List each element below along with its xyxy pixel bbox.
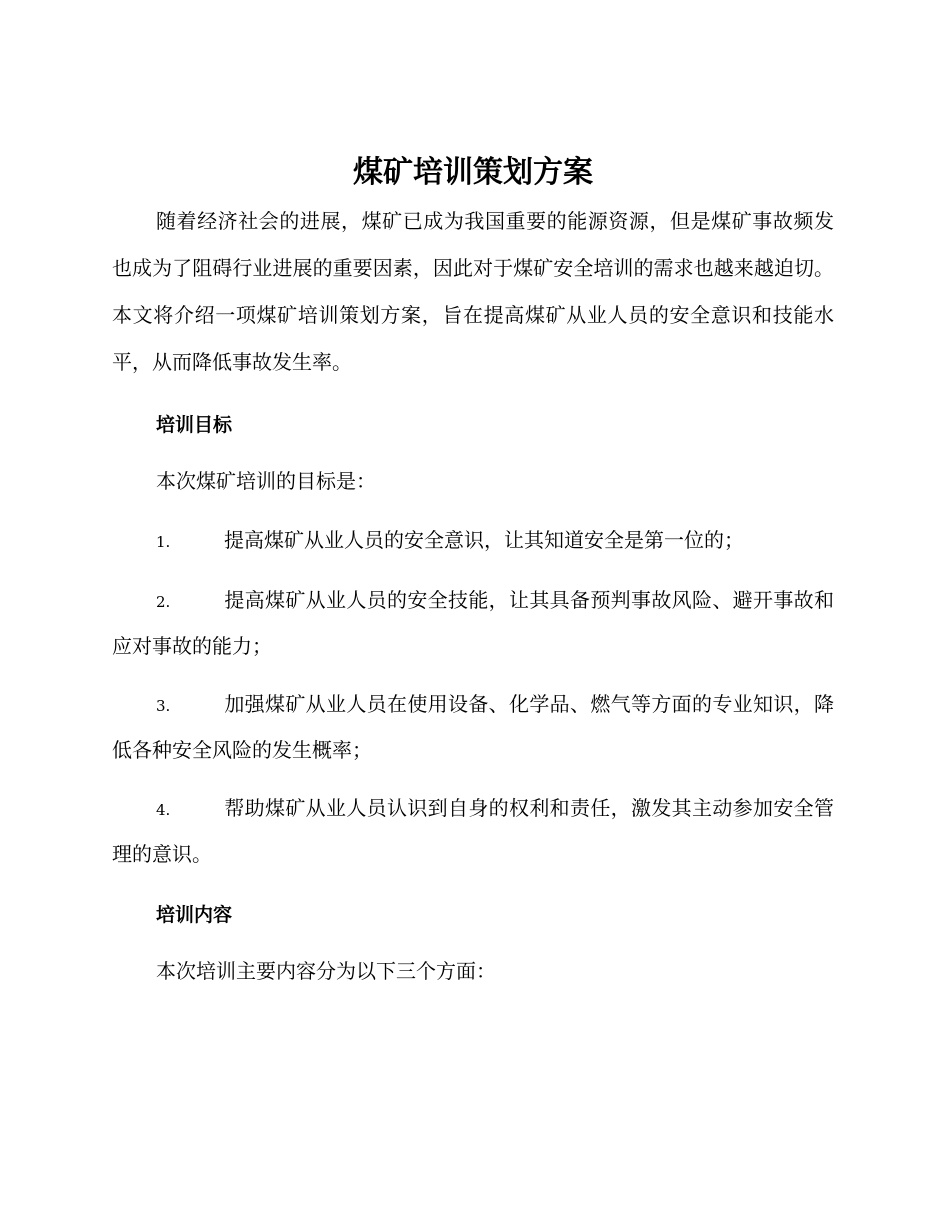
section-heading-goals: 培训目标 xyxy=(156,414,233,436)
section-heading-content: 培训内容 xyxy=(156,904,233,926)
list-item-text: 提高煤矿从业人员的安全技能，让其具备预判事故风险、避开事故和应对事故的能力； xyxy=(112,588,834,658)
section-lead-content: 本次培训主要内容分为以下三个方面： xyxy=(156,959,496,983)
list-item xyxy=(112,518,834,564)
list-item-text: 提高煤矿从业人员的安全意识，让其知道安全是第一位的； xyxy=(224,528,744,552)
document-title: 煤矿培训策划方案 xyxy=(353,155,593,190)
list-item xyxy=(112,578,834,668)
list-number: 4. xyxy=(156,801,171,819)
list-item-text: 加强煤矿从业人员在使用设备、化学品、燃气等方面的专业知识，降低各种安全风险的发生概率； xyxy=(112,692,834,762)
list-number: 3. xyxy=(156,697,171,715)
list-item-text: 帮助煤矿从业人员认识到自身的权利和责任，激发其主动参加安全管理的意识。 xyxy=(112,796,834,866)
document-page xyxy=(112,150,834,986)
intro-paragraph: 随着经济社会的进展，煤矿已成为我国重要的能源资源，但是煤矿事故频发也成为了阻碍行业进展的重要因素，因此对于煤矿安全培训的需求也越来越迫切。本文将介绍一项煤矿培训策划方案，旨在提高煤矿从业人员的安全意识和技能水平，从而降低事故发生率。 xyxy=(112,209,834,374)
list-number: 2. xyxy=(156,593,171,611)
list-item xyxy=(112,682,834,772)
list-item xyxy=(112,786,834,876)
list-number: 1. xyxy=(156,533,171,551)
section-lead-goals: 本次煤矿培训的目标是： xyxy=(156,469,376,493)
